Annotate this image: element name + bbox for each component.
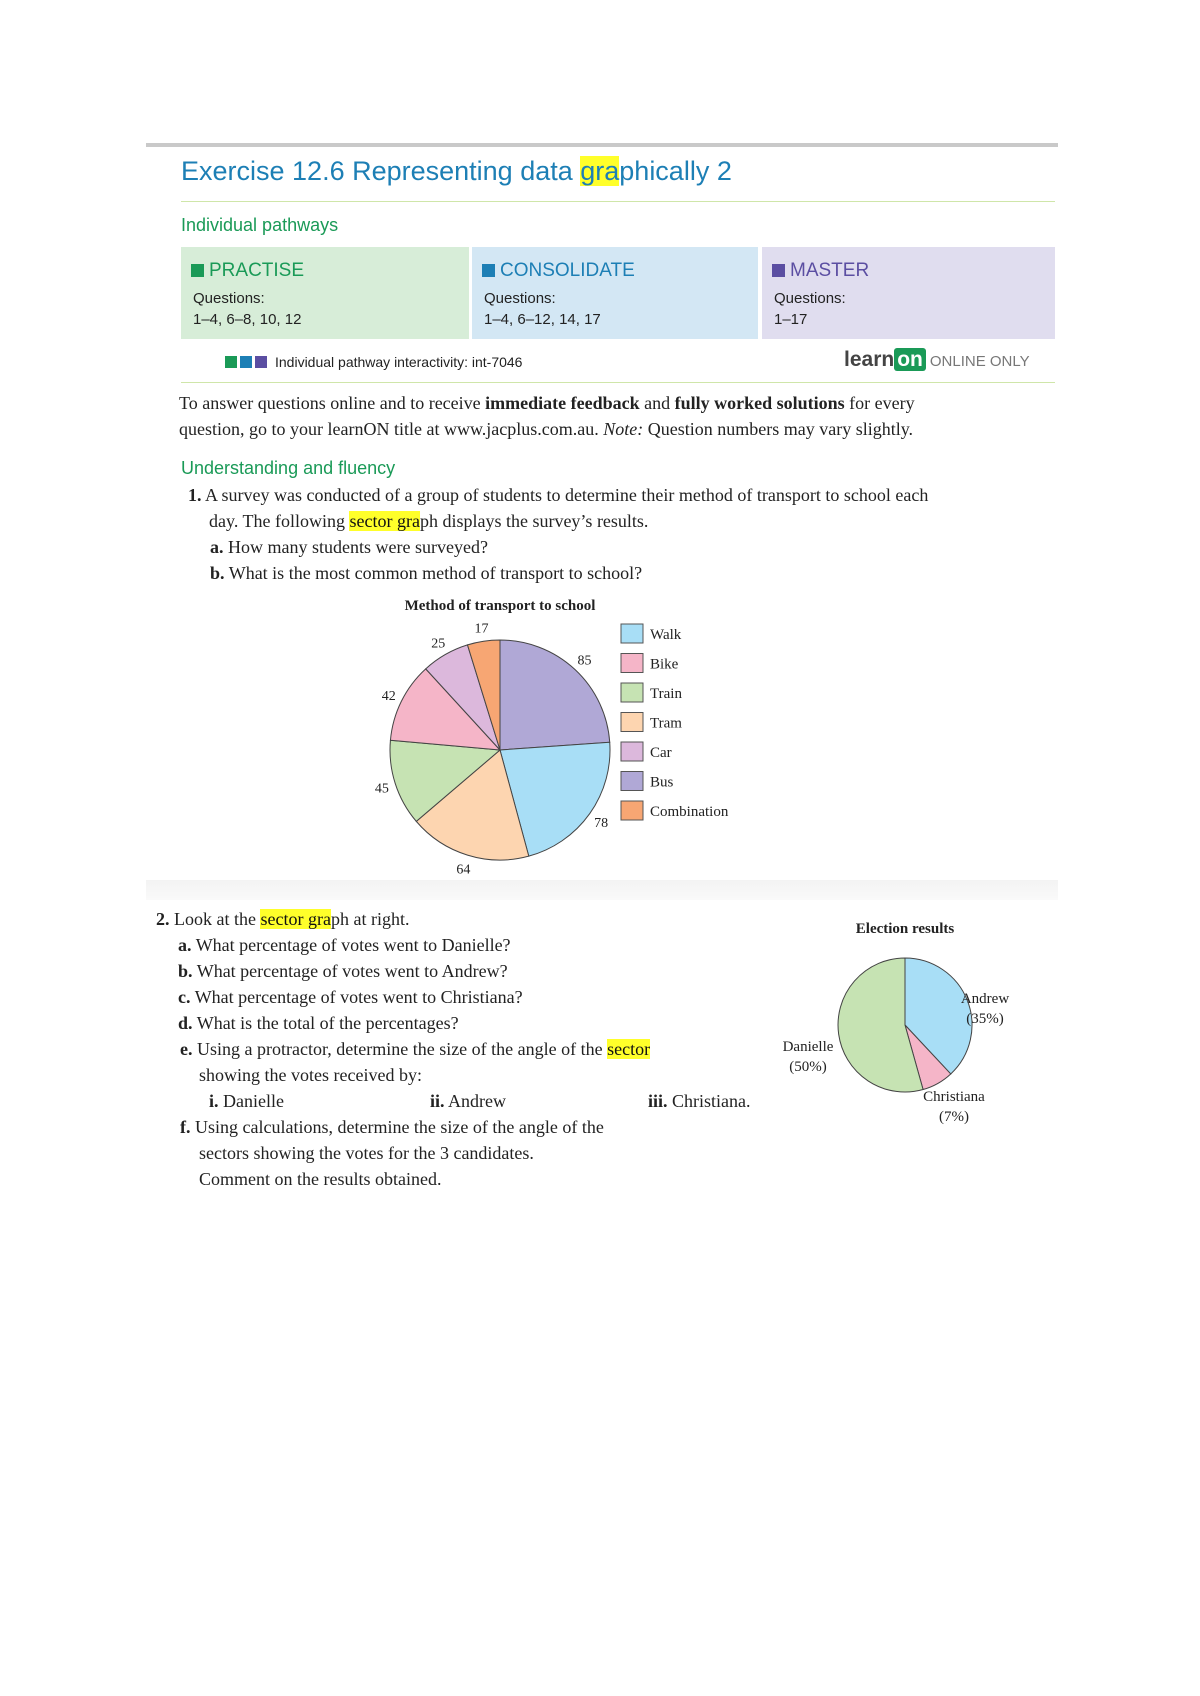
- part-text: What percentage of votes went to Christiana?: [194, 987, 523, 1007]
- part-text: What is the total of the percentages?: [196, 1013, 459, 1033]
- q2-part-d: [178, 1010, 459, 1036]
- q2-line-1: [156, 906, 409, 932]
- intro-text: Question numbers may vary slightly.: [643, 419, 914, 439]
- legend-swatch-walk: [621, 624, 643, 643]
- intro-text: for every: [844, 393, 915, 413]
- q2-part-e-iii: [648, 1088, 751, 1114]
- legend-swatch-combination: [621, 801, 643, 820]
- part-label: iii.: [648, 1091, 668, 1111]
- pathway-consolidate: [472, 247, 758, 339]
- pathway-practise: [181, 247, 469, 339]
- legend-label-train: Train: [650, 686, 682, 702]
- pathway-master-label: MASTER: [790, 260, 870, 281]
- part-label: f.: [180, 1117, 191, 1137]
- part-text: What percentage of votes went to Danielle?: [195, 935, 511, 955]
- blue-square-icon: [240, 356, 252, 368]
- intro-bold: fully worked solutions: [674, 393, 845, 413]
- intro-line-2: [179, 416, 913, 442]
- pathway-master-title: [772, 260, 1055, 282]
- q2-part-a: [178, 932, 511, 958]
- pathway-practise-title: [191, 260, 469, 282]
- square-icon: [772, 264, 785, 277]
- legend-label-car: Car: [650, 745, 672, 761]
- green-square-icon: [225, 356, 237, 368]
- value-label-walk: 78: [594, 815, 609, 831]
- questions-values: 1–4, 6–12, 14, 17: [484, 311, 601, 328]
- square-icon: [482, 264, 495, 277]
- q1-line-1: [188, 482, 928, 508]
- part-text: What is the most common method of transport to school?: [228, 563, 643, 583]
- chart2-title: Election results: [855, 921, 955, 937]
- value-label-bus: 85: [577, 653, 592, 669]
- value-label-train: 45: [374, 781, 389, 797]
- legend-label-bus: Bus: [650, 774, 674, 791]
- intro-note: Note:: [603, 419, 644, 439]
- legend-swatch-bike: [621, 654, 643, 673]
- part-label: ii.: [430, 1091, 445, 1111]
- part-label: b.: [178, 961, 193, 981]
- q2-part-f: [180, 1114, 604, 1140]
- q1-part-b: [210, 560, 642, 586]
- q2-highlight: sector gra: [260, 909, 331, 929]
- intro-line-1: [179, 390, 915, 416]
- legend-label-bike: Bike: [650, 656, 679, 673]
- intro-text: To answer questions online and to receive: [179, 393, 486, 413]
- percent-andrew: (35%): [966, 1011, 1004, 1027]
- q2-part-e: [180, 1036, 650, 1062]
- q2-text: ph at right.: [330, 909, 410, 929]
- square-icon: [191, 264, 204, 277]
- intro-text: and: [639, 393, 675, 413]
- part-text: What percentage of votes went to Andrew?: [196, 961, 508, 981]
- percent-christiana: (7%): [939, 1109, 969, 1125]
- pathway-practise-label: PRACTISE: [209, 260, 305, 281]
- legend-label-walk: Walk: [650, 627, 682, 643]
- part-label: a.: [178, 935, 192, 955]
- part-text: Using a protractor, determine the size of the angle of the: [197, 1039, 608, 1059]
- legend-swatch-train: [621, 683, 643, 702]
- pathway-master: [762, 247, 1055, 339]
- q2-part-f-line-3: Comment on the results obtained.: [199, 1169, 442, 1189]
- interactivity-link[interactable]: [225, 354, 522, 370]
- part-text: Using calculations, determine the size of the angle of the: [195, 1117, 604, 1137]
- questions-values: 1–17: [774, 311, 808, 328]
- part-label: e.: [180, 1039, 193, 1059]
- pathways-rule: [181, 382, 1055, 383]
- q2-highlight: sector: [607, 1039, 651, 1059]
- chart1-title: Method of transport to school: [404, 598, 596, 614]
- legend-swatch-car: [621, 742, 643, 761]
- part-label: b.: [210, 563, 225, 583]
- label-danielle: Danielle: [782, 1039, 834, 1055]
- intro-bold: immediate feedback: [485, 393, 640, 413]
- legend-swatch-tram: [621, 713, 643, 732]
- learnon-logo: [844, 348, 1030, 372]
- fluency-heading: Understanding and fluency: [181, 458, 396, 478]
- questions-values: 1–4, 6–8, 10, 12: [193, 311, 302, 328]
- title-highlight: gra: [580, 156, 620, 186]
- q2-part-e-ii: [430, 1088, 506, 1114]
- q2-part-e-i: [209, 1088, 284, 1114]
- pathway-consolidate-questions: [484, 288, 758, 330]
- part-text: Danielle: [223, 1091, 284, 1111]
- label-christiana: Christiana: [923, 1089, 985, 1105]
- online-only: ONLINE ONLY: [929, 353, 1030, 370]
- q1-text: A survey was conducted of a group of students to determine their method of transport to school each: [205, 485, 929, 505]
- part-label: a.: [210, 537, 224, 557]
- slice-bus: [500, 640, 610, 750]
- legend-label-tram: Tram: [650, 715, 682, 732]
- pathway-consolidate-title: [482, 260, 758, 282]
- pathways-heading: Individual pathways: [181, 215, 339, 235]
- logo-on: on: [894, 348, 926, 371]
- q1-text: ph displays the survey’s results.: [419, 511, 649, 531]
- label-andrew: Andrew: [960, 991, 1010, 1007]
- pathway-consolidate-label: CONSOLIDATE: [500, 260, 635, 281]
- part-text: How many students were surveyed?: [228, 537, 488, 557]
- value-label-tram: 64: [456, 862, 471, 878]
- interactivity-label: Individual pathway interactivity: int-7046: [275, 354, 523, 370]
- value-label-car: 25: [431, 636, 446, 652]
- questions-label: Questions:: [193, 290, 265, 307]
- q1-part-a: [210, 534, 488, 560]
- value-label-combination: 17: [474, 621, 489, 637]
- part-text: Christiana.: [672, 1091, 751, 1111]
- q2-part-e-line-2: showing the votes received by:: [199, 1065, 422, 1085]
- q1-line-2: [209, 508, 648, 534]
- legend-label-combination: Combination: [650, 804, 729, 820]
- value-label-bike: 42: [381, 689, 396, 705]
- q2-text: Look at the: [174, 909, 261, 929]
- legend-swatch-bus: [621, 772, 643, 791]
- q1-highlight: sector gra: [349, 511, 420, 531]
- transport-pie-chart: [340, 590, 800, 890]
- percent-danielle: (50%): [789, 1059, 827, 1075]
- part-label: c.: [178, 987, 191, 1007]
- part-text: Andrew: [448, 1091, 507, 1111]
- q2-number: 2.: [156, 909, 170, 929]
- q1-number: 1.: [188, 485, 202, 505]
- pathway-master-questions: [774, 288, 1055, 330]
- part-label: d.: [178, 1013, 193, 1033]
- q2-part-c: [178, 984, 523, 1010]
- q1-text: day. The following: [209, 511, 350, 531]
- title-post: phically 2: [619, 156, 732, 186]
- part-label: i.: [209, 1091, 219, 1111]
- intro-text: question, go to your learnON title at www.jacplus.com.au.: [179, 419, 604, 439]
- q2-part-f-line-2: sectors showing the votes for the 3 candidates.: [199, 1143, 534, 1163]
- purple-square-icon: [255, 356, 267, 368]
- page-title: [181, 156, 732, 187]
- q2-part-b: [178, 958, 508, 984]
- title-pre: Exercise 12.6 Representing data: [181, 156, 581, 186]
- election-pie-chart: [770, 915, 1050, 1125]
- questions-label: Questions:: [484, 290, 556, 307]
- logo-learn: learn: [844, 348, 895, 371]
- questions-label: Questions:: [774, 290, 846, 307]
- title-rule: [181, 201, 1055, 202]
- pathway-practise-questions: [193, 288, 469, 330]
